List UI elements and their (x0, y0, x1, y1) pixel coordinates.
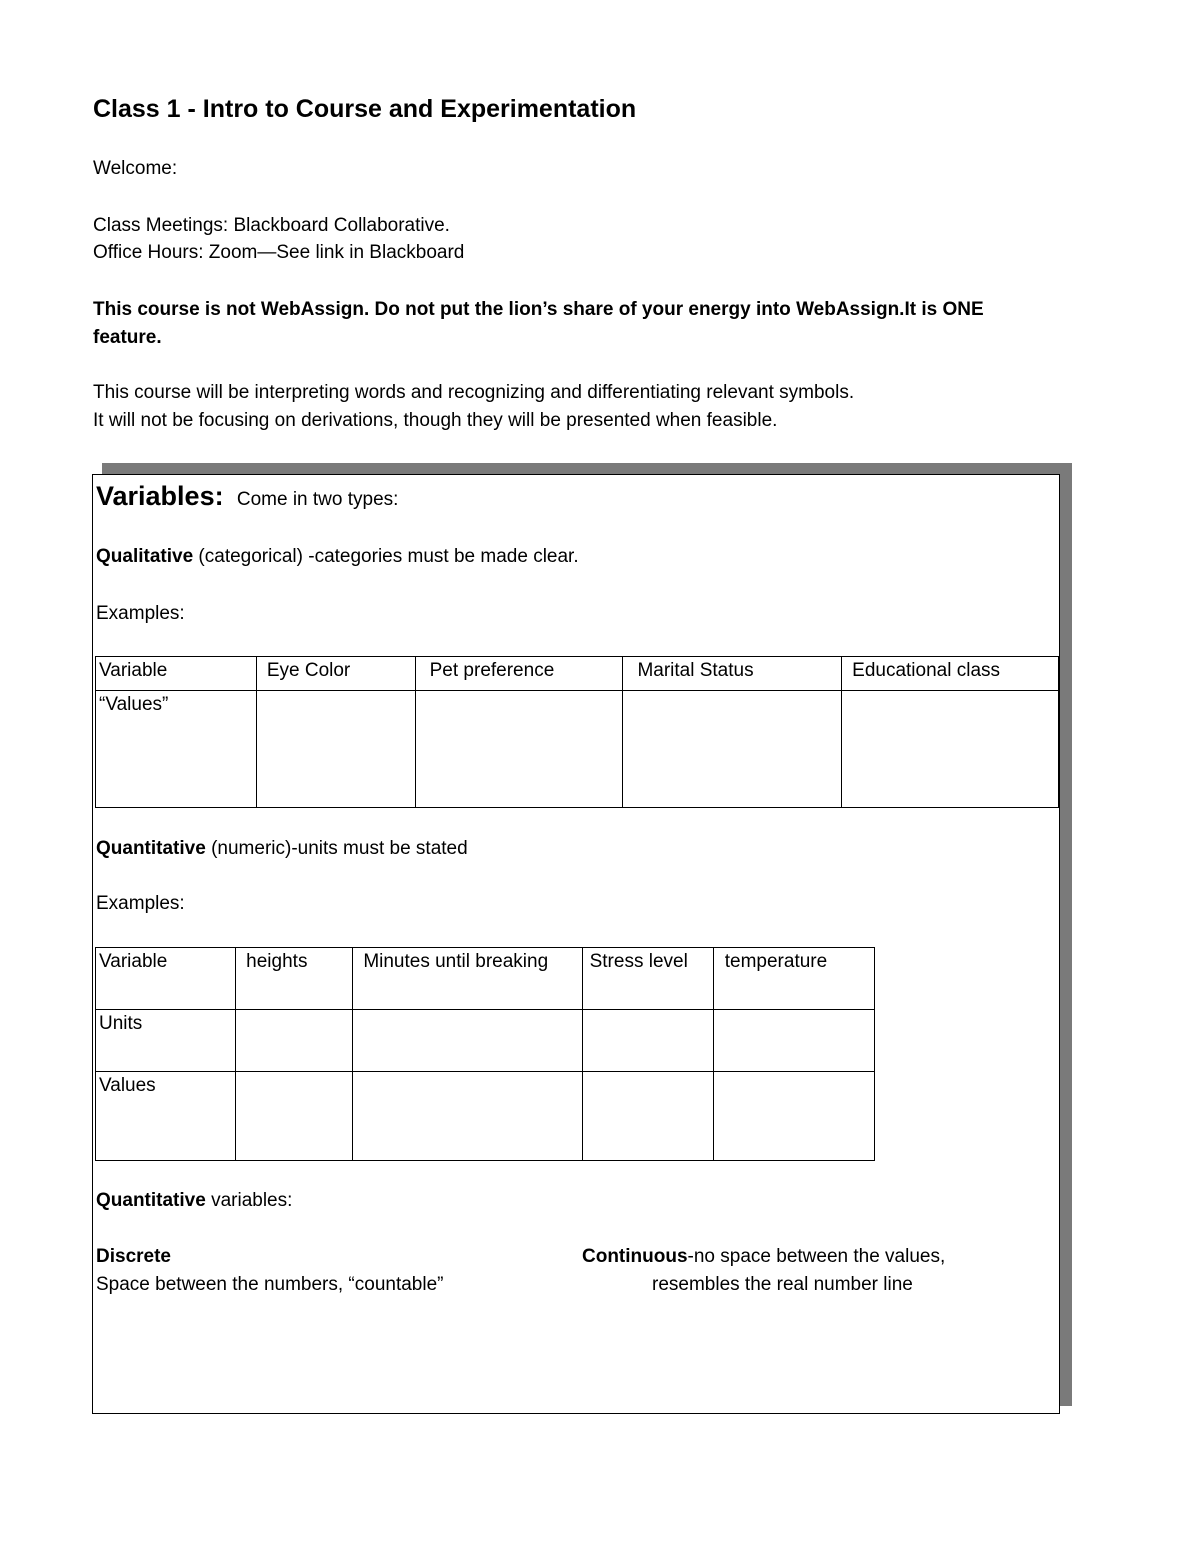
table-cell-empty (236, 1072, 353, 1161)
table-cell-empty (353, 1010, 582, 1072)
table-cell-empty (582, 1072, 713, 1161)
variables-heading-line (96, 481, 398, 512)
variables-heading: Variables: (96, 481, 224, 511)
table-cell: Variable (96, 657, 257, 691)
table-cell-empty (842, 691, 1059, 808)
quantitative-variables-text: variables: (205, 1190, 293, 1211)
table-cell: Values (96, 1072, 236, 1161)
table-cell: Eye Color (256, 657, 415, 691)
table-cell-empty (353, 1072, 582, 1161)
page-title: Class 1 - Intro to Course and Experimentation (93, 95, 637, 123)
table-cell: heights (236, 948, 353, 1010)
webassign-notice-line2: feature. (93, 327, 162, 348)
course-focus-line2: It will not be focusing on derivations, though they will be presented when feasible. (93, 410, 778, 431)
quantitative-variables-line (96, 1190, 292, 1212)
table-cell: Stress level (582, 948, 713, 1010)
discrete-description: Space between the numbers, “countable” (96, 1274, 444, 1295)
table-cell: temperature (713, 948, 874, 1010)
table-cell: Educational class (842, 657, 1059, 691)
table-cell-empty (236, 1010, 353, 1072)
quantitative-examples-label: Examples: (96, 893, 185, 914)
continuous-description-line2: resembles the real number line (652, 1274, 913, 1295)
continuous-label: Continuous (582, 1246, 688, 1267)
table-cell-empty (713, 1072, 874, 1161)
qualitative-table-values-row (96, 691, 1059, 808)
qualitative-examples-label: Examples: (96, 603, 185, 624)
welcome-text: Welcome: (93, 158, 178, 179)
qualitative-table (95, 656, 1059, 808)
table-cell: Variable (96, 948, 236, 1010)
table-cell-empty (713, 1010, 874, 1072)
quantitative-table (95, 947, 875, 1161)
table-cell: “Values” (96, 691, 257, 808)
qualitative-line (96, 546, 579, 568)
table-cell: Units (96, 1010, 236, 1072)
table-cell: Marital Status (623, 657, 842, 691)
quantitative-description: (numeric)-units must be stated (205, 838, 468, 859)
qualitative-table-header-row (96, 657, 1059, 691)
variables-heading-note: Come in two types: (236, 489, 399, 510)
webassign-notice-line1: This course is not WebAssign. Do not put the lion’s share of your energy into WebAssign.It is ONE (93, 299, 984, 320)
table-cell-empty (256, 691, 415, 808)
continuous-line (582, 1246, 945, 1268)
qualitative-description: (categorical) -categories must be made clear. (193, 546, 579, 567)
class-meetings-text: Class Meetings: Blackboard Collaborative. (93, 215, 450, 236)
variables-box (92, 474, 1060, 1414)
course-focus-line1: This course will be interpreting words and recognizing and differentiating relevant symbols. (93, 382, 855, 403)
table-cell-empty (415, 691, 623, 808)
office-hours-text: Office Hours: Zoom—See link in Blackboard (93, 242, 465, 263)
table-cell-empty (623, 691, 842, 808)
table-cell-empty (582, 1010, 713, 1072)
quantitative-variables-label: Quantitative (96, 1190, 206, 1211)
quantitative-table-header-row (96, 948, 875, 1010)
quantitative-label: Quantitative (96, 838, 206, 859)
table-cell: Pet preference (415, 657, 623, 691)
quantitative-table-values-row (96, 1072, 875, 1161)
qualitative-label: Qualitative (96, 546, 194, 567)
quantitative-table-units-row (96, 1010, 875, 1072)
quantitative-line (96, 838, 468, 860)
continuous-description: -no space between the values, (687, 1246, 946, 1267)
table-cell: Minutes until breaking (353, 948, 582, 1010)
discrete-label: Discrete (96, 1246, 171, 1267)
